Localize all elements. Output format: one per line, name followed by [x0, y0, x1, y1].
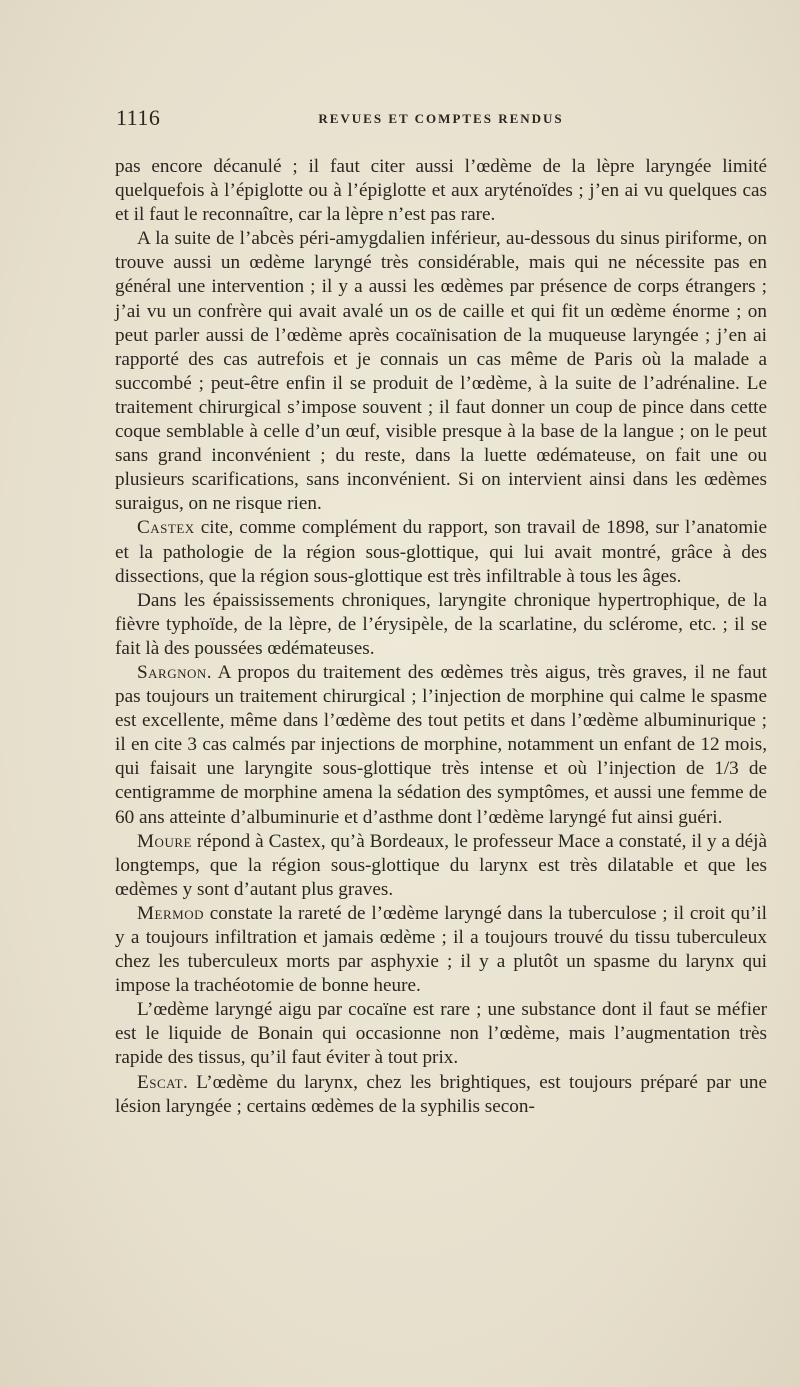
speaker-name: Mermod: [137, 902, 205, 924]
paragraph-text: A la suite de l’abcès péri-amygdalien inférieur, au-dessous du sinus piriforme, on trouve aussi un œdème laryngé très considérable, mais qui ne nécessite pas en général une intervention ; il y a aussi les œdèmes par présence de corps étrangers ; j’ai vu un confrère qui avait avalé un os de caille et qui fit un œdème énorme ; on peut parler aussi de l’œdème après cocaïnisation de la muqueuse laryngée ; j’en ai rapporté des cas autrefois et je connais un cas même de Paris où la malade a succombé ; peut-être enfin il se produit de l’œdème, à la suite de l’adrénaline. Le traitement chirurgical s’impose souvent ; il faut donner un coup de pince dans cette coque semblable à celle d’un œuf, visible presque à la base de la langue ; on le peut sans grand inconvénient ; du reste, dans la luette œdémateuse, on fait une ou plusieurs scarifications, sans inconvénient. Si on intervient ainsi dans les œdèmes suraigus, on ne risque rien.: [115, 228, 767, 515]
page-header: [116, 105, 766, 135]
paragraph: [115, 830, 767, 902]
page-number: 1116: [116, 105, 161, 130]
paragraph-text: cite, comme complément du rapport, son travail de 1898, sur l’anatomie et la pathologie de la région sous-glottique, qui lui avait montré, grâce à des dissections, que la région sous-glottique est très infiltrable à tous les âges.: [115, 517, 767, 587]
speaker-name: Sargnon: [137, 661, 207, 683]
paragraph: [115, 998, 767, 1070]
paragraph: [115, 227, 767, 516]
speaker-name: Castex: [137, 517, 195, 539]
paragraph-text: L’œdème laryngé aigu par cocaïne est rare ; une substance dont il faut se méfier est le liquide de Bonain qui occasionne non l’œdème, mais l’augmentation très rapide des tissus, qu’il faut éviter à tout prix.: [115, 999, 767, 1069]
speaker-name: Escat: [137, 1071, 184, 1093]
paragraph-text: répond à Castex, qu’à Bordeaux, le professeur Mace a constaté, il y a déjà longtemps, que la région sous-glottique du larynx est très dilatable et que les œdèmes y sont d’autant plus graves.: [115, 830, 767, 900]
paragraph: [115, 902, 767, 998]
running-head: REVUES ET COMPTES RENDUS: [318, 111, 564, 126]
paragraph-text: . L’œdème du larynx, chez les brightiques, est toujours préparé par une lésion laryngée ; certains œdèmes de la syphilis secon-: [115, 1071, 767, 1117]
paragraph-text: Dans les épaississements chroniques, laryngite chronique hypertrophique, de la fièvre typhoïde, de la lèpre, de l’érysipèle, de la scarlatine, du sclérome, etc. ; il se fait là des poussées œdémateuses.: [115, 589, 767, 659]
paragraph: [115, 589, 767, 661]
paragraph: [115, 1071, 767, 1119]
body-text: [115, 155, 767, 1119]
paragraph: [115, 516, 767, 588]
paragraph-text: . A propos du traitement des œdèmes très aigus, très graves, il ne faut pas toujours un traitement chirurgical ; l’injection de morphine qui calme le spasme est excellente, même dans l’œdème des tout petits et dans l’œdème albuminurique ; il en cite 3 cas calmés par injections de morphine, notamment un enfant de 12 mois, qui faisait une laryngite sous-glottique très intense et où l’injection de 1/3 de centigramme de morphine amena la sédation des symptômes, et aussi une femme de 60 ans atteinte d’albuminurie et d’asthme dont l’œdème laryngé fut ainsi guéri.: [115, 661, 767, 828]
speaker-name: Moure: [137, 830, 192, 852]
paragraph: [115, 661, 767, 830]
paragraph: [115, 155, 767, 227]
paragraph-text: pas encore décanulé ; il faut citer aussi l’œdème de la lèpre laryngée limité quelquefois à l’épiglotte ou à l’épiglotte et aux aryténoïdes ; j’en ai vu quelques cas et il faut le reconnaître, car la lèpre n’est pas rare.: [115, 156, 767, 226]
paragraph-text: constate la rareté de l’œdème laryngé dans la tuberculose ; il croit qu’il y a toujours infiltration et jamais œdème ; il a toujours trouvé du tissu tuberculeux chez les tuberculeux morts par asphyxie ; il y a plutôt un spasme du larynx qui impose la trachéotomie de bonne heure.: [115, 902, 767, 997]
